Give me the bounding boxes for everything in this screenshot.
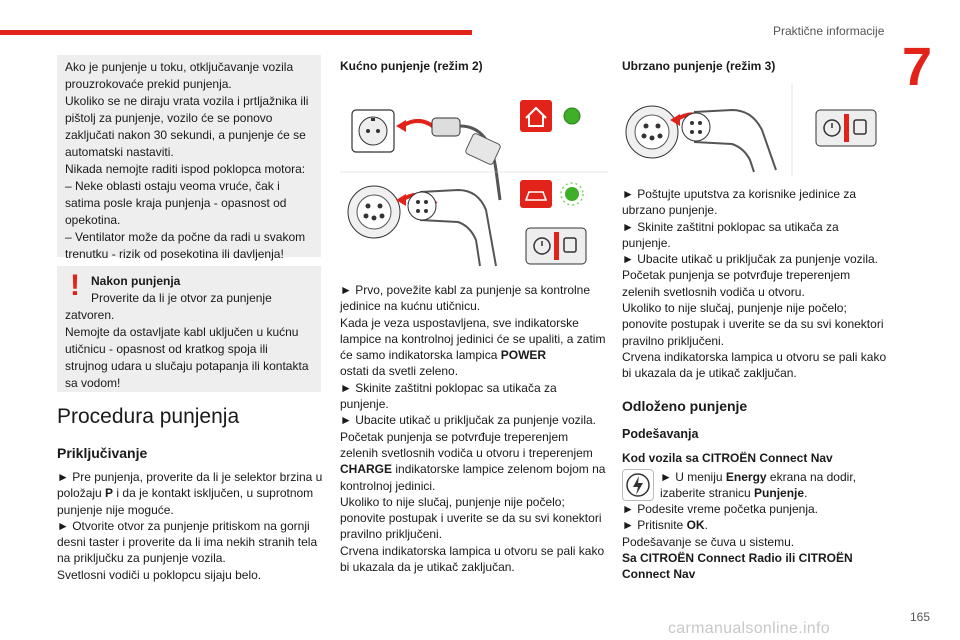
right-column: [622, 58, 890, 582]
info-box-text: Ako je punjenje u toku, otključavanje vozila prouzrokovaće prekid punjenja. Ukoliko se ne diraju vrata vozila i prtljažnika ili pištolj za punjenje, vozilo će se ponovo zaključati nakon 30 sekundi, a punjenje će se automatski nastaviti. Nikada nemojte raditi ispod poklopca motora: – Neke oblasti ostaju veoma vruće, čak i satima posle kraja punjenja - opasnost od opekotina. – Ventilator može da počne da radi u svakom trenutku - rizik od posekotina ili davljenja!: [65, 60, 309, 261]
subsection-title: Priključivanje: [57, 445, 148, 461]
nav-heading: Kod vozila sa CITROËN Connect Nav: [622, 450, 833, 465]
radio-heading: Sa CITROËN Connect Radio ili CITROËN Connect Nav: [622, 551, 853, 582]
step-set-time: ► Podesite vreme početka punjenja.: [622, 502, 818, 517]
plug-cable-icon: [432, 118, 501, 200]
home-charging-text: [340, 282, 608, 575]
lock-timer-panel-icon: [526, 228, 586, 264]
vehicle-socket-icon-fast: [626, 106, 678, 158]
fast-charging-heading: Ubrzano punjenje (režim 3): [622, 59, 776, 73]
wall-socket-icon: [352, 110, 394, 152]
setting-saved-text: Podešavanje se čuva u sistemu.: [622, 534, 795, 549]
step-press-ok-text: ► Pritisnite: [622, 518, 687, 533]
step-selector-text: ► Pre punjenja, proverite da li je selektor brzina u položaju: [57, 470, 323, 501]
charge-indicator-icon: [520, 180, 552, 208]
energy-icon: [622, 469, 654, 501]
ok-label: OK: [686, 518, 705, 533]
warning-title: Nakon punjenja: [91, 274, 181, 288]
step-selector-text-end: i da je kontakt isključen, u suprotnom punjenje nije moguće.: [57, 486, 314, 517]
home-text-power: POWER: [500, 348, 547, 363]
watermark: carmanualsonline.info: [668, 620, 830, 637]
insert-arrow-icon: [396, 120, 435, 132]
home-charging-figure: [340, 80, 608, 276]
nav-instruction-end: .: [804, 485, 808, 500]
nav-instruction-mid: ekrana na dodir, izaberite stranicu: [660, 469, 856, 500]
charging-plug-icon: [408, 190, 496, 266]
delayed-charging-title: Odloženo punjenje: [622, 397, 748, 414]
middle-column: [340, 58, 608, 575]
nav-instruction-row: [622, 469, 890, 502]
nav-charging-page: Punjenje: [754, 485, 805, 500]
step-press-ok-end: .: [704, 518, 708, 533]
nav-instruction: [660, 469, 890, 502]
fast-charging-text: ► Poštujte uputstva za korisnike jedinice za ubrzano punjenje. ► Skinite zaštitni poklopac sa utikača za punjenje. ► Ubacite utikač u priključak za punjenje vozila. Početak punjenja se potvrđuje treperenjem zelenih svetlosnih vodiča u otvoru. Ukoliko to nije slučaj, punjenje nije počelo; ponovite postupak i uverite se da su svi konektori pravilno priključeni. Crvena indikatorska lampica u otvoru se pali kako bi ukazala da je utikač zaključan.: [622, 187, 887, 381]
header-accent-bar: [0, 30, 472, 35]
home-text-2: ostati da svetli zeleno. ► Skinite zaštitni poklopac sa utikača za punjenje. ► Ubacite utikač u priključak za punjenje vozila. Početak punjenja se potvrđuje treperenjem zelenih svetlosnih vodiča u otvoru i treperenjem: [340, 364, 597, 460]
settings-title: Podešavanja: [622, 426, 699, 441]
chapter-number: 7: [902, 37, 933, 97]
home-charging-illustration: [340, 80, 608, 276]
left-column: [57, 400, 323, 583]
page-number: 165: [910, 610, 931, 624]
home-text-1: ► Prvo, povežite kabl za punjenje sa kontrolne jedinice na kućnu utičnicu. Kada je veza uspostavljena, sve indikatorske lampice na kontrolnoj jedinici će se upaliti, a zatim će samo indikatorska lampica: [340, 283, 606, 363]
step-open-flap: ► Otvorite otvor za punjenje pritiskom na gornji desni taster i proverite da li ima nekih stranih tela na priključku za punjenje vozila. Svetlosni vodiči u poklopcu sijaju belo.: [57, 518, 318, 582]
warning-icon: !: [70, 269, 80, 302]
fast-charging-figure: [622, 80, 890, 180]
charge-lamp-icon: [561, 183, 583, 205]
charging-plug-icon-fast: [682, 110, 776, 172]
home-text-charge: CHARGE: [340, 462, 393, 477]
nav-energy-menu: Energy: [725, 469, 767, 484]
home-indicator-icon: [520, 100, 552, 132]
home-text-3: indikatorske lampice zelenom bojom na kontrolnoj jedinici. Ukoliko to nije slučaj, punjenje nije počelo; ponovite postupak i uverite se da su svi konektori pravilno priključeni. Crvena indikatorska lampica u otvoru se pali kako bi ukazala da je utikač zaključan.: [340, 462, 606, 575]
step-selector: [57, 469, 323, 518]
warning-body: [65, 290, 313, 392]
step-press-ok: [622, 517, 890, 533]
home-charging-heading: Kućno punjenje (režim 2): [340, 59, 483, 73]
section-title: Procedura punjenja: [57, 405, 240, 428]
nav-instruction-text: ► U meniju: [660, 469, 726, 484]
warning-box: [57, 266, 321, 392]
warning-body-text: Proverite da li je otvor za punjenje zatvoren. Nemojte da ostavljate kabl uključen u kućnu utičnicu - opasnost od kratkog spoja ili strujnog udara u slučaju potapanja ili kontakta sa vodom!: [65, 291, 309, 390]
info-box: [57, 55, 321, 261]
power-lamp-icon: [564, 108, 580, 124]
fast-charging-illustration: [622, 80, 890, 180]
step-selector-gear: P: [105, 486, 114, 501]
lock-timer-panel-icon-fast: [816, 110, 876, 146]
vehicle-socket-icon: [348, 186, 400, 238]
page-header-title: Praktične informacije: [773, 24, 885, 38]
